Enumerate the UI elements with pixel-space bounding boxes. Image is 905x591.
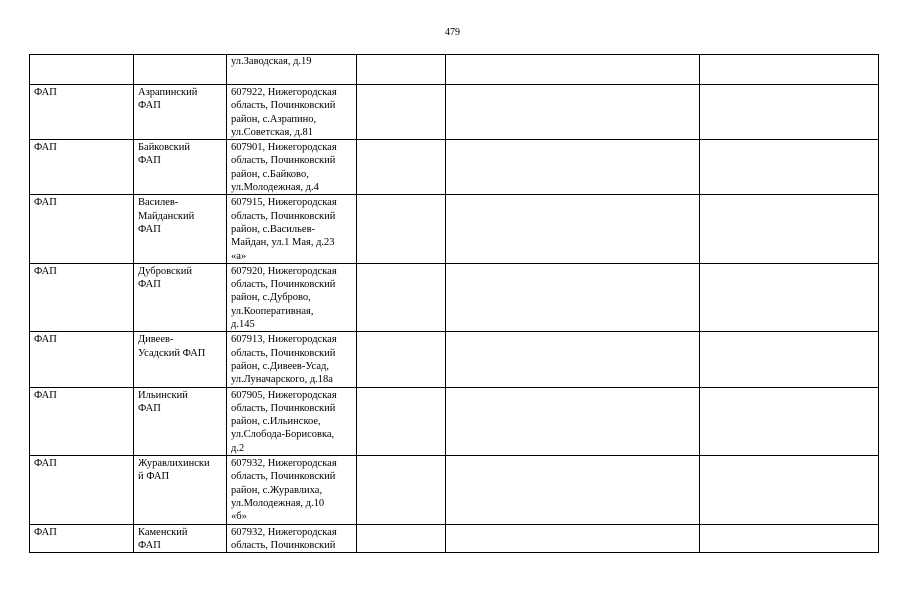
table-row [30, 85, 879, 140]
column-4-cell [357, 263, 446, 331]
facility-name-cell: Василев- Майданский ФАП [134, 195, 227, 263]
facility-address-cell: 607932, Нижегородская область, Починковский район, с.Журавлиха, ул.Молодежная, д.10 «б» [227, 456, 357, 524]
table-row [30, 387, 879, 455]
facility-type-cell: ФАП [30, 332, 134, 387]
column-4-cell [357, 332, 446, 387]
facility-type-cell: ФАП [30, 85, 134, 140]
column-4-cell [357, 195, 446, 263]
column-6-cell [700, 85, 879, 140]
table-row [30, 263, 879, 331]
column-4-cell [357, 524, 446, 553]
facility-type-cell: ФАП [30, 524, 134, 553]
column-6-cell [700, 263, 879, 331]
facility-type-cell: ФАП [30, 195, 134, 263]
column-6-cell [700, 456, 879, 524]
facility-name-cell: Дивеев- Усадский ФАП [134, 332, 227, 387]
facility-address-cell: 607913, Нижегородская область, Починковский район, с.Дивеев-Усад, ул.Луначарского, д.18а [227, 332, 357, 387]
facility-type-cell: ФАП [30, 140, 134, 195]
table-row [30, 524, 879, 553]
facility-name-cell: Каменский ФАП [134, 524, 227, 553]
column-4-cell [357, 387, 446, 455]
facility-address-cell: 607922, Нижегородская область, Починковский район, с.Азрапино, ул.Советская, д.81 [227, 85, 357, 140]
facility-type-cell: ФАП [30, 456, 134, 524]
column-6-cell [700, 140, 879, 195]
column-5-cell [446, 263, 700, 331]
column-5-cell [446, 387, 700, 455]
facility-name-cell [134, 55, 227, 85]
facility-name-cell: Дубровский ФАП [134, 263, 227, 331]
page-number: 479 [445, 27, 460, 38]
table-row [30, 456, 879, 524]
table-row [30, 55, 879, 85]
column-4-cell [357, 456, 446, 524]
column-5-cell [446, 195, 700, 263]
facility-address-cell: 607915, Нижегородская область, Починковский район, с.Васильев- Майдан, ул.1 Мая, д.23 «а» [227, 195, 357, 263]
column-6-cell [700, 387, 879, 455]
facility-address-cell: 607901, Нижегородская область, Починковский район, с.Байково, ул.Молодежная, д.4 [227, 140, 357, 195]
column-5-cell [446, 140, 700, 195]
facility-name-cell: Азрапинский ФАП [134, 85, 227, 140]
facility-address-cell: 607920, Нижегородская область, Починковский район, с.Дуброво, ул.Кооперативная, д.145 [227, 263, 357, 331]
column-4-cell [357, 85, 446, 140]
table-row [30, 195, 879, 263]
column-5-cell [446, 332, 700, 387]
column-6-cell [700, 195, 879, 263]
facility-name-cell: Байковский ФАП [134, 140, 227, 195]
column-5-cell [446, 456, 700, 524]
facility-name-cell: Журавлихински й ФАП [134, 456, 227, 524]
facility-type-cell: ФАП [30, 263, 134, 331]
column-5-cell [446, 85, 700, 140]
table-row [30, 332, 879, 387]
facility-table [29, 54, 879, 553]
column-5-cell [446, 55, 700, 85]
facility-type-cell: ФАП [30, 387, 134, 455]
column-5-cell [446, 524, 700, 553]
facility-address-cell: 607905, Нижегородская область, Починковский район, с.Ильинское, ул.Слобода-Борисовка, д.2 [227, 387, 357, 455]
facility-address-cell: ул.Заводская, д.19 [227, 55, 357, 85]
facility-address-cell: 607932, Нижегородская область, Починковский [227, 524, 357, 553]
column-6-cell [700, 524, 879, 553]
column-4-cell [357, 140, 446, 195]
facility-type-cell [30, 55, 134, 85]
column-6-cell [700, 332, 879, 387]
column-4-cell [357, 55, 446, 85]
table-row [30, 140, 879, 195]
facility-name-cell: Ильинский ФАП [134, 387, 227, 455]
column-6-cell [700, 55, 879, 85]
